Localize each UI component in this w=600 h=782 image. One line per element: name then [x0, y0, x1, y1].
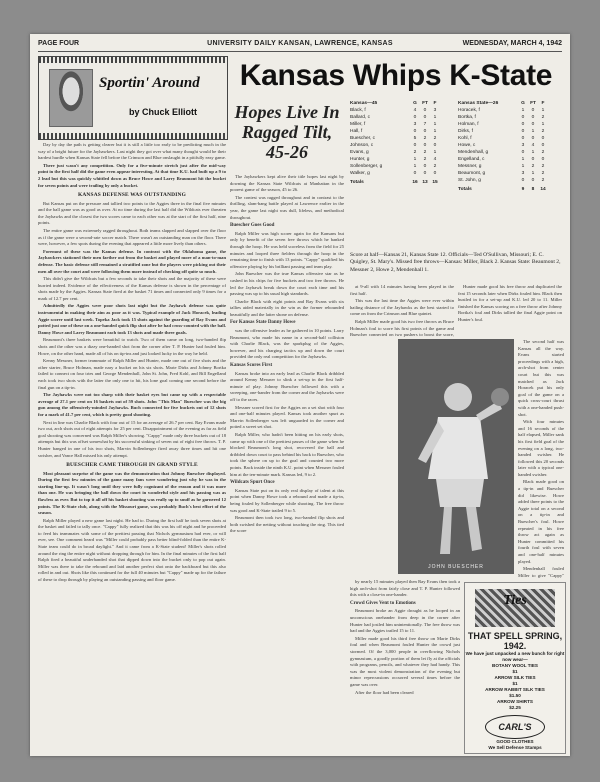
box-cell-ft: 0: [423, 115, 427, 120]
store-subtitle: GOOD CLOTHES: [496, 739, 534, 744]
paragraph: Ralph Miller made good his two free throws as Bruce Holman's foul to score his first points of the game and Buescher connected on two pushers to boost the score,: [350, 318, 454, 338]
box-row: [350, 121, 454, 128]
photo-caption: JOHN BUESCHER: [428, 564, 484, 570]
box-cell-g: 1: [413, 164, 417, 169]
kstate-box: [458, 100, 562, 193]
story-deck: Hopes Live In Ragged Tilt, 45-26: [234, 102, 340, 162]
box-cell-g: 1: [521, 164, 525, 169]
box-row: [458, 142, 562, 149]
box-cell-g: 4: [413, 108, 417, 113]
box-row: [458, 170, 562, 177]
box-score-notes: Score at half—Kansas 21, Kansas State 12. Officials—Ted O'Sullivan, Missouri; E. C. Quigley, St. Mary's. Missed free throws—Kansas: Miller, Black 2. Kansas State: Beaumont 2, Messner 2, Howe 2, Mendenhall 1.: [350, 252, 561, 273]
paragraph: Messner scored first for the Aggies on a set shot with four and one-half minutes played. Kansas took another spurt as Marvin Sollenberger was left unguarded in the corner and potted a sweet set shot.: [230, 404, 344, 430]
box-cell-f: 2: [541, 178, 545, 183]
box-cell-ft: 7: [423, 122, 427, 127]
newspaper-page: [30, 34, 570, 756]
box-row: [350, 135, 454, 142]
box-cell-g: 0: [413, 171, 417, 176]
box-cell-ft: 0: [423, 108, 427, 113]
box-cell-g: 2: [413, 150, 417, 155]
ad-price: $1: [512, 681, 518, 686]
box-cell-ft: 0: [531, 178, 535, 183]
box-cell-ft: 1: [531, 129, 535, 134]
subhead: Buescher Goes Good: [230, 223, 275, 229]
box-cell-g: 0: [521, 150, 525, 155]
box-cell-name: Bortka, f: [458, 115, 476, 120]
box-cell-g: 0: [521, 129, 525, 134]
paragraph: was the offensive leader as he gathered in 10 points. Larry Beaumont, who made his name in a second-half collision with Charlie Black, was the sparkplug of the Aggies, however, and his charging tactics up and down the court provided the only real competition for the Jayhawks.: [230, 328, 344, 360]
paragraph: Hunter made good his free throw and duplicated the feat 15 seconds later when Dirks fouled him. Black then hustled in for a set-up and K.U. led 20 to 11. Miller finished the Kansas scoring on a free throw after Johnny Bortka's foul and Dirks tallied the final Aggie point on Hunter's foul.: [458, 284, 562, 322]
box-cell-g: 0: [413, 143, 417, 148]
ad-footer: We Sell Defense Stamps: [488, 745, 542, 750]
box-score: [350, 100, 562, 250]
ad-ties: [464, 582, 566, 754]
box-row: [458, 135, 562, 142]
paper-name: UNIVERSITY DAILY KANSAN, LAWRENCE, KANSAS: [207, 40, 393, 47]
page-header: [38, 40, 562, 52]
box-cell-ft: 2: [423, 136, 427, 141]
paragraph: Charlie Black with eight points and Ray Evans with six tallies aided materially in the win as the former rebounded beautifully and the latter shone on defense.: [230, 298, 344, 317]
ad-brand: Ties: [503, 593, 527, 608]
box-cell-g: 0: [521, 136, 525, 141]
story-column-2-top: [350, 284, 454, 339]
box-cell-g: 0: [413, 115, 417, 120]
story-column-3-top: [458, 284, 562, 339]
box-cell-ft: 0: [423, 129, 427, 134]
paragraph: The entire game was extremely ragged throughout. Both teams slapped and slapped over the floor as if the game were a second-rate soccer match. There wasn't an outstanding man on the floor. There were, however, a few spots during the evening that appeared a little more lively than others.: [38, 227, 226, 247]
subhead: For Kansas State Danny Howe: [230, 320, 296, 326]
box-cell-f: 1: [433, 150, 437, 155]
paragraph: Most pleasant surprise of the game was the demonstration that Johnny Buescher displayed. During the first few minutes of the game many fans were wondering just why he was in the starting line-up. It wasn't long until they were fully cognizant of the reason and it was more than one. He was bringing the ball down the court in wonderful style and his passing was as flawless as ever. But to top it all off his basket shooting was really up to snuff as he garnered 12 points. The K-State club, along with the Missouri game, was probably Buch's best effort of the season.: [38, 470, 226, 516]
box-cell-name: Evans, g: [350, 150, 369, 155]
box-cell-name: Walker, g: [350, 171, 370, 176]
box-cell-g: 5: [413, 136, 417, 141]
box-row: [350, 142, 454, 149]
box-cell-ft: 0: [531, 122, 535, 127]
ad-price: $1: [512, 669, 518, 674]
paragraph: Admittedly the Aggies were poor shots last night but the Jayhawk defense was quite instrumental in making their aim as poor as it was. Typical example of Jack Horacek, leading Aggie scorer until last week. Topeka Jack took 15 shots against the guarding of Ray Evans and potted just one of these on a one-handed quick flip shot after he had cross-counted with the ball. Danny Howe and Larry Beaumont each took 13 shots and made three goals.: [38, 303, 226, 335]
store-logo: CARL'S: [485, 715, 545, 739]
box-row: [350, 149, 454, 156]
box-cell-ft: 1: [531, 171, 535, 176]
paragraph: Ralph Miller played a new game last night. He had to. During the first half he took seven shots at the basket and failed to tally once. "Cappy" fully realized that this was his off night and he proceeded to feed his teammates with some of the prettiest passing that Nichols gymnasium had ever, or will ever, see. One comment heard was "Miller could probably pass better blind-folded than the entire K-State team could do in broad daylight." And it came from a K-State student! Miller's shots rolled around the ring the entire night without dropping through for him. In the final minutes of the first half Ralph fired a beautiful underhanded shot that dipped down into the bucket only to pop out again. Miller was there to take the rebound and laid another perfect shot onto the backboard but this also rolled in and out. Shots like this continued for the full 40 minutes but "Cappy" made up for the failure of these to drop through by playing an outstanding passing and floor game.: [38, 517, 226, 583]
page-number: PAGE FOUR: [38, 40, 80, 47]
box-cell-f: 0: [541, 136, 545, 141]
paragraph: After the floor had been cleared: [355, 689, 414, 695]
columnist-photo: [49, 69, 93, 127]
box-row: [458, 177, 562, 184]
box-row: [458, 121, 562, 128]
subhead: Crowd Gives Vent to Emotions: [350, 600, 416, 606]
tie-illustration: [475, 589, 555, 627]
column-title: Sportin' Around: [99, 75, 200, 91]
box-cell-ft: 0: [423, 164, 427, 169]
story-column-2-bottom: [350, 579, 460, 752]
box-cell-name: Ballard, c: [350, 115, 370, 120]
box-row: [350, 156, 454, 163]
box-cell-name: Johnson, c: [350, 143, 374, 148]
box-cell-ft: 2: [423, 150, 427, 155]
box-totals: Totals 16 13 15: [350, 180, 438, 185]
box-row: [458, 128, 562, 135]
subhead: Kansas Scores First: [230, 363, 273, 369]
column-body: [38, 142, 226, 752]
box-cell-ft: 4: [531, 143, 535, 148]
paragraph: This was the last time the Aggies were ever within hailing distance of the Jayhawks as the best started to come on from the Crimson and Blue quintet.: [350, 298, 454, 317]
box-cell-name: Beaumont, g: [458, 171, 486, 176]
box-cell-ft: 0: [531, 108, 535, 113]
paragraph: Kenny Messner, former teammate of Ralph Miller and Hunter, made one out of five shots and the other starter, Bruce Holman, made nary a bucket on his six shots. Marie Dirks and Johnny Bortka failed to connect on four tries and George Mendenhall, John St. John, Fred Kohl, and Bill Engelland each took two shots with the latter the only one to hit, his lone goal coming one second before the final gun on a tip-in.: [38, 358, 226, 390]
paragraph: at 9-all with 14 minutes having been played in the first half.: [350, 284, 454, 296]
box-cell-g: 1: [413, 157, 417, 162]
box-row: [350, 114, 454, 121]
box-cell-g: 3: [521, 171, 525, 176]
paragraph: With four minutes and 16 seconds of the half elapsed, Miller sank his first field goal of the evening on a long, two-handed swisher. He followed this 20 seconds later with a typical one-handed swisher.: [518, 419, 564, 477]
box-cell-name: Miller, f: [350, 122, 366, 127]
box-cell-ft: 0: [531, 136, 535, 141]
box-row: [350, 107, 454, 114]
box-row: [458, 149, 562, 156]
box-cell-g: 0: [521, 178, 525, 183]
paragraph: Beaumont broke an Aggie drought as he looped in an unconscious onehander from deep in the corner after Hunter had jostled him unintentionally. The free throw was bad and the Aggies trailed 15 to 11.: [350, 608, 460, 634]
paragraph: Mendenhall fouled Miller to give "Cappy": [518, 566, 564, 578]
paragraph: This didn't give the Wildcats but a few seconds to take their shots and the majority of these were hurried indeed. Evidence of the effectiveness of the Kansas defense is shown in the percentage of shots made by the Aggies. Kansas State fired at the basket 71 times and connected only 9 times for a mark of 12.7 per cent.: [38, 276, 226, 301]
paragraph: Foremost of these was the Kansas defense. In contrast with the Oklahoma game, the Jayhawkers stationed their men farther out from the basket and played more of a man-to-man defense. The basic defense still remained a stratified zone but the players were picking out their men all over the court and were following them more instead of checking off quite so much.: [38, 248, 226, 274]
box-cell-name: Sollenberger, g: [350, 164, 383, 169]
column-masthead: [38, 56, 228, 140]
box-row: [350, 170, 454, 177]
box-cell-f: 0: [433, 171, 437, 176]
box-cell-ft: 2: [531, 164, 535, 169]
border-pattern-bottom: [39, 133, 227, 139]
box-cell-f: 2: [541, 150, 545, 155]
box-cell-name: Black, f: [350, 108, 366, 113]
paragraph: Black made good on a tip-in and Buescher did likewise. Howe added three points to the Aggie total on a second on a tip-in and Buescher's foul. Howe repeated in his free throw act again as Hunter committed his fourth foul with seven and one-half minutes played.: [518, 479, 564, 564]
box-cell-f: 2: [433, 164, 437, 169]
paragraph: John Buescher was the true Kansas offensive star as he cashed in his chips for five buckets and two free throws. He led the Jayhawk break down the court each time and his passing was up to his usual high standards.: [230, 271, 344, 297]
box-cell-f: 0: [433, 143, 437, 148]
box-cell-ft: 0: [423, 171, 427, 176]
box-cell-f: 1: [433, 129, 437, 134]
box-cell-name: Holman, f: [458, 122, 479, 127]
border-pattern-top: [39, 57, 227, 63]
ad-line: We have just unpacked a new bunch for right now wear—: [465, 651, 565, 662]
box-cell-g: 1: [521, 157, 525, 162]
ad-line: ARROW RABBIT SILK TIES: [485, 687, 545, 692]
box-cell-f: 2: [541, 115, 545, 120]
box-cell-f: 0: [541, 143, 545, 148]
box-cell-f: 1: [541, 122, 545, 127]
paragraph: There just wasn't any competition. Only for a five-minute stretch just after the mid-way point in the first half did the game even appear interesting. At that time K.U. had built up a 9 to 2 lead but this was quickly whittled down as Bruce Howe and Larry Beaumont hit the bucket for seven points and were trailing by only a bucket.: [38, 162, 226, 188]
story-column-3-side: [518, 339, 564, 579]
box-row: [458, 114, 562, 121]
box-cell-f: 0: [541, 157, 545, 162]
paragraph: The second half was Kansas all the way. Evans started proceedings with a high, arch-shot from center court but this was matched as Jack Horacek put his only goal of the game on a quick cross-court thrust with a one-handed push-shot.: [518, 339, 564, 417]
box-cell-name: Mendenhall, g: [458, 150, 489, 155]
box-cell-g: 1: [521, 108, 525, 113]
box-cell-f: 3: [433, 108, 437, 113]
box-row: [458, 163, 562, 170]
box-cell-name: Dirks, f: [458, 129, 473, 134]
box-cell-ft: 2: [423, 157, 427, 162]
subhead: Wildcats Spurt Once: [230, 480, 275, 486]
box-row: [350, 128, 454, 135]
box-cell-name: St. John, g: [458, 178, 481, 183]
paragraph: Day by day the path is getting clearer but it is still a little too early to be predicting much in the way of a bright future for the Jayhawkers. Last night they got over what many thought would be their hardest hurdle when Kansas State fell before the Crimson and Blue onslaught in a pitifully easy game.: [38, 142, 226, 161]
paragraph: Beaumont then took two long, two-handed flip shots and both swished the netting without touching the ring. This tied the score: [230, 515, 344, 534]
story-column-1: [230, 174, 344, 752]
paragraph: Next in line was Charlie Black with four out of 15 for an average of 26.7 per cent. Ray Evans made two out, arch shots out of eight attempts for 25 per cent. Disappointment of the evening as far as field goal shooting was concerned was Ralph Miller's showing. "Cappy" made only three buckets out of 18 attempts but this was offset somewhat by his successful sinking of seven out of eight free throws. T. P. Hunter banged in one of his two shots, Marvin Sollenberger fired away three times and hit one swisher, and Vance Hall missed his only attempt.: [38, 419, 226, 458]
ad-price: $1.50: [509, 693, 521, 698]
paragraph: Miller made good his third free throw on Marie Dirks foul and when Beaumont fouled Hunter the crowd just stormed. Of the 3,000 people in overflowing Nichols gymnasium, a goodly portion of them let fly at the officials with programs, pencils, and whatever they had handy. This was the most violent demonstration of the evening but minor repercussions occurred several times before the game was over.: [350, 635, 460, 687]
issue-date: WEDNESDAY, MARCH 4, 1942: [462, 40, 562, 47]
box-cell-f: 2: [433, 136, 437, 141]
box-header: Kansas State—26 G FT F: [458, 101, 545, 106]
paragraph: by nearly 15 minutes played then Ray Evans then took a high arch-shot from fairly close and T. P. Hunter followed this with a close-in one-hander.: [350, 579, 460, 598]
box-cell-g: 3: [521, 143, 525, 148]
paragraph: Ralph Miller was high scorer again for the Kansans but only by benefit of the seven free throws which he banked through the hoop. He was held scoreless from the field for 25 minutes and looped three fielders through the hoop in the remaining time to finish with 13 points. "Cappy" qualified his offensive playing by his brilliant passing and team play.: [230, 230, 344, 269]
ad-line: ARROW SILK TIES: [494, 675, 536, 680]
box-row: [458, 107, 562, 114]
kansas-box: [350, 100, 454, 186]
box-cell-ft: 0: [531, 115, 535, 120]
box-cell-name: Horacek, f: [458, 108, 480, 113]
box-cell-g: 0: [413, 129, 417, 134]
paragraph: Beaumont's three baskets were beautiful to watch. Two of them came on long, two-handed flip shots and the other was a dizzy one-handed shot from the corner after T. P. Hunter had fouled him. Howe, on the other hand, made all of his on tip-ins and just looked lucky in the way he held.: [38, 337, 226, 356]
box-cell-name: Buescher, c: [350, 136, 376, 141]
paragraph: The Jayhawks were not too sharp with their basket eyes but came up with a respectable average of 27.1 per cent on 16 baskets out of 59 shots. John "This Man" Buescher was the big gun among the offensively-minded Jayhawks. Buch connected for five buckets out of 12 shots for a mark of 41.7 per cent, which is pretty good shooting.: [38, 392, 226, 417]
box-cell-name: Hunter, g: [350, 157, 370, 162]
box-cell-f: 4: [433, 157, 437, 162]
paragraph: Ralph Miller, who hadn't been hitting on his early shots, came up with one of the prettiest passes of the game when he blocked Beaumont's long shot, recovered the ball and dribbled down court to pass behind his back to Buescher, who took the sphere on up to the goal and counted two more points. Back inside the ninth K.U. point when Messner fouled him at the ten-minute mark. Kansas led, 9 to 2.: [230, 431, 344, 477]
subhead: BUESCHER CAME THROUGH IN GRAND STYLE: [66, 462, 198, 469]
box-cell-g: 3: [413, 122, 417, 127]
box-header: Kansas—45 G FT F: [350, 101, 437, 106]
player-photo: [398, 339, 514, 574]
paragraph: Kansas State put on its only real display of talent at this point when Danny Howe took a rebound and made a tip-in, being fouled by Sollenberger while shooting. The free throw was good and K-State trailed 9 to 5.: [230, 487, 344, 513]
paragraph: But Kansas put on the pressure and tallied two points to the Aggies three in the final five minutes and the ball game was as good as over. At no time during the last half did the Wildcats ever threaten the Jayhawks and the closest the two scores came to each other was at the start of the first half, nine points.: [38, 200, 226, 226]
box-cell-f: 2: [541, 164, 545, 169]
box-cell-f: 2: [541, 171, 545, 176]
box-cell-f: 1: [433, 115, 437, 120]
column-byline: by Chuck Elliott: [129, 107, 198, 117]
box-row: [458, 156, 562, 163]
box-cell-f: 2: [541, 129, 545, 134]
box-cell-name: Hall, f: [350, 129, 363, 134]
box-cell-ft: 1: [531, 150, 535, 155]
box-row: [350, 163, 454, 170]
box-cell-g: 0: [521, 122, 525, 127]
box-cell-name: Kohl, f: [458, 136, 472, 141]
box-cell-g: 0: [521, 115, 525, 120]
paragraph: The Jayhawkers kept alive their title hopes last night by downing the Kansas State Wildcats at Manhattan in the poorest game of the season, 45 to 26.: [230, 174, 344, 193]
ad-headline: THAT SPELL SPRING, 1942.: [467, 631, 563, 651]
subhead: KANSAS DEFENSE WAS OUTSTANDING: [77, 192, 187, 199]
box-cell-f: 1: [433, 122, 437, 127]
box-cell-name: Engelland, c: [458, 157, 485, 162]
box-cell-ft: 0: [531, 157, 535, 162]
box-totals: Totals 9 8 14: [458, 187, 546, 192]
paragraph: Kansas broke into an early lead as Charlie Black dribbled around Kenny Messner to slink a set-up in the first half-minute of play. Johnny Buescher followed this with a sweeping, one-hander from the corner and the Jayhawks were off to the races.: [230, 370, 344, 402]
ad-line: ARROW SHIRTS: [497, 699, 533, 704]
paragraph: The contest was ragged throughout and in contrast to the thrilling, slam-bang battle played at Lawrence earlier in the year, the game last night was dull, lifeless, and methodical throughout.: [230, 194, 344, 220]
main-headline: Kansas Whips K-State: [239, 59, 553, 92]
box-cell-name: Howe, c: [458, 143, 476, 148]
ad-price: $2.25: [509, 705, 521, 710]
box-cell-f: 1: [541, 108, 545, 113]
ad-line: BOTANY WOOL TIES: [492, 663, 538, 668]
box-cell-name: Messner, g: [458, 164, 482, 169]
player-photo-art: [398, 339, 514, 574]
box-cell-ft: 0: [423, 143, 427, 148]
